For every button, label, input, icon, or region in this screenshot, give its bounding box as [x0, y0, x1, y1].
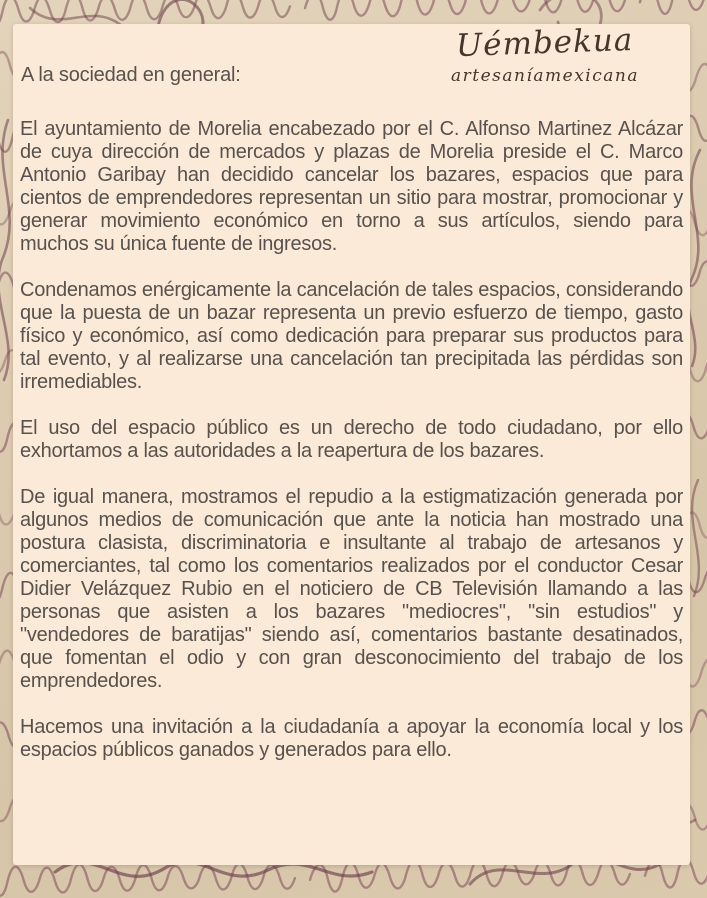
brand-logo — [435, 21, 655, 86]
paragraph: El ayuntamiento de Morelia encabezado por el C. Alfonso Martinez Alcázar de cuya dirección de mercados y plazas de Morelia preside el C. Marco Antonio Garibay han decidido cancelar los bazares, espacios que para cientos de emprendedores representan un sitio para mostrar, promocionar y generar movimiento económico en torno a sus artículos, siendo para muchos su única fuente de ingresos. — [20, 118, 683, 255]
paragraph-list — [20, 118, 683, 762]
salutation: A la sociedad en general: — [21, 64, 241, 86]
paragraph: Hacemos una invitación a la ciudadanía a apoyar la economía local y los espacios públicos ganados y generados para ello. — [20, 716, 683, 761]
paragraph: De igual manera, mostramos el repudio a la estigmatización generada por algunos medios de comunicación que ante la noticia han mostrado una postura clasista, discriminatoria e insultante al trabajo de artesanos y comerciantes, tal como los comentarios realizados por el conductor Cesar Didier Velázquez Rubio en el noticiero de CB Televisión llamando a las personas que asisten a los bazares "mediocres", "sin estudios" y "vendedores de baratijas" siendo así, comentarios bastante desatinados, que fomentan el odio y con gran desconocimiento del trabajo de los emprendedores. — [20, 486, 683, 692]
brand-tagline: artesaníamexicana — [451, 66, 639, 86]
statement-card — [13, 21, 690, 865]
card-header — [20, 21, 683, 116]
paragraph: Condenamos enérgicamente la cancelación de tales espacios, considerando que la puesta de un bazar representa un previo esfuerzo de tiempo, gasto físico y económico, así como dedicación para preparar sus productos para tal evento, y al realizarse una cancelación tan precipitada las pérdidas son irremediables. — [20, 279, 683, 393]
paragraph: El uso del espacio público es un derecho de todo ciudadano, por ello exhortamos a las autoridades a la reapertura de los bazares. — [20, 417, 683, 462]
brand-name: Uémbekua — [455, 21, 635, 65]
